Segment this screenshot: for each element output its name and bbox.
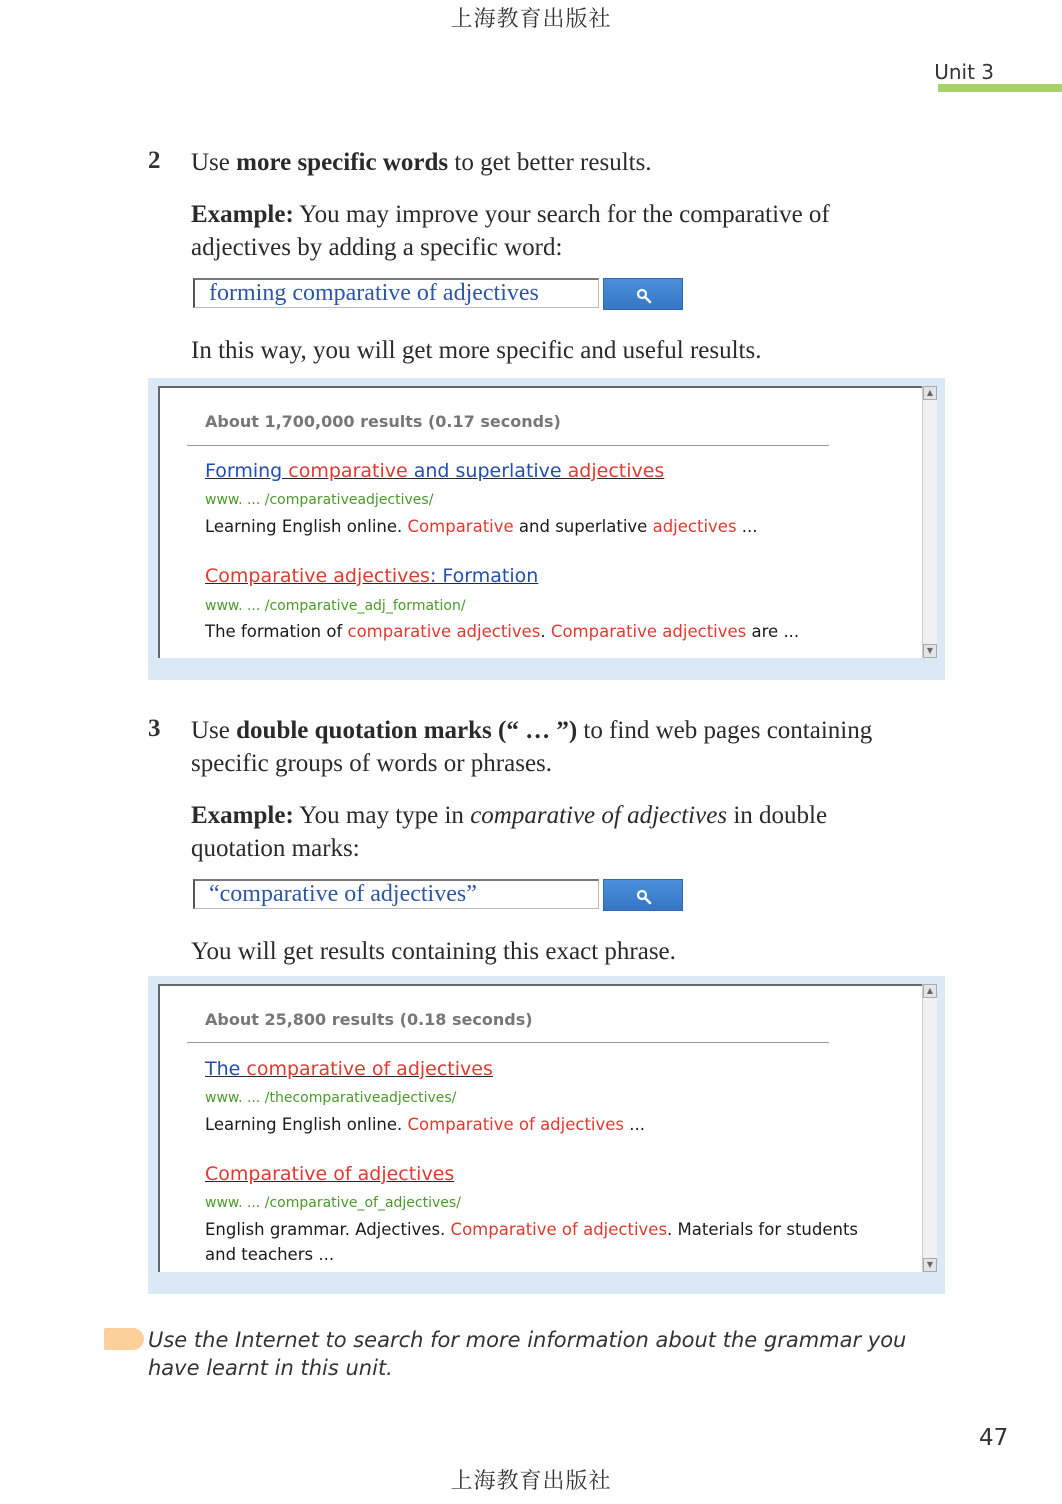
results-content-2 [158,984,923,1272]
divider [187,1042,829,1043]
result-snippet: The formation of comparative adjectives. Comparative adjectives are ... [205,622,800,641]
result-title-link[interactable]: Comparative of adjectives [205,1163,455,1185]
item3-instruction: Use double quotation marks (“ … ”) to find web pages containing specific groups of words or phrases. [191,717,873,777]
search-input-1[interactable]: forming comparative of adjectives [193,278,599,308]
search-icon [636,889,652,905]
scroll-down-icon[interactable]: ▼ [923,644,937,658]
result-url: www. ... /comparative_adj_formation/ [205,598,466,614]
unit-label: Unit 3 [934,60,994,84]
unit-bar [938,84,1062,92]
search-button-1[interactable] [603,278,683,310]
result-title-link[interactable]: Comparative adjectives: Formation [205,565,539,587]
result-url: www. ... /thecomparativeadjectives/ [205,1090,457,1106]
result-url: www. ... /comparativeadjectives/ [205,492,434,508]
results-content-1 [158,386,923,658]
scrollbar-2[interactable] [922,984,937,1272]
tip-marker [104,1328,144,1350]
results-panel-1 [148,378,945,680]
search-button-2[interactable] [603,879,683,911]
item-number-3: 3 [148,715,161,742]
result-title-link[interactable]: Forming comparative and superlative adjectives [205,460,665,482]
item-number-2: 2 [148,147,161,174]
scroll-up-icon[interactable]: ▲ [923,984,937,998]
search-bar-2 [193,879,685,911]
item2-example: Example: You may improve your search for the comparative of adjectives by adding a specific word: [191,201,830,261]
search-input-2[interactable]: “comparative of adjectives” [193,879,599,909]
search-icon [636,288,652,304]
publisher-header: 上海教育出版社 [450,6,612,31]
item3-example: Example: You may type in comparative of adjectives in double quotation marks: [191,802,828,862]
scroll-up-icon[interactable]: ▲ [923,386,937,400]
result-url: www. ... /comparative_of_adjectives/ [205,1195,461,1211]
item2-after-text: In this way, you will get more specific and useful results. [191,337,762,364]
page-number: 47 [979,1425,1009,1451]
result-snippet: Learning English online. Comparative of adjectives ... [205,1115,646,1134]
results-count: About 1,700,000 results (0.17 seconds) [205,412,561,431]
item3-after-text: You will get results containing this exact phrase. [191,938,676,965]
search-bar-1 [193,278,685,310]
scrollbar-1[interactable] [922,386,937,658]
item2-instruction: Use more specific words to get better results. [191,149,652,176]
scroll-down-icon[interactable]: ▼ [923,1258,937,1272]
result-snippet: Learning English online. Comparative and superlative adjectives ... [205,517,758,536]
tip-text: Use the Internet to search for more information about the grammar you have learnt in this unit. [148,1328,907,1380]
result-snippet: English grammar. Adjectives. Comparative of adjectives. Materials for students and teachers ... [205,1220,859,1264]
divider [187,445,829,446]
result-title-link[interactable]: The comparative of adjectives [205,1058,493,1080]
publisher-footer: 上海教育出版社 [450,1468,612,1493]
results-count: About 25,800 results (0.18 seconds) [205,1010,533,1029]
results-panel-2 [148,976,945,1294]
